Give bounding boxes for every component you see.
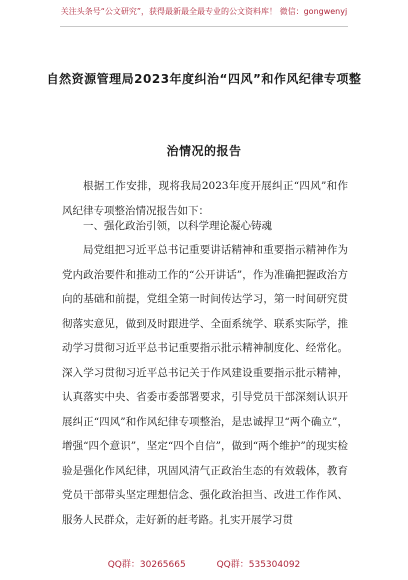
section-heading-1: 一、强化政治引领，以科学理论凝心铸魂 <box>83 220 272 232</box>
intro-paragraph: 根据工作安排，现将我局2023年度开展纠正“四风”和作风纪律专项整治情况报告如下： <box>62 180 348 217</box>
footer-qq-group-1: QQ群：30265665 <box>107 560 186 570</box>
document-title-line-1: 自然资源管理局2023年度纠治“四风”和作风纪律专项整 <box>46 72 362 86</box>
footer-qq-group-2: QQ群：535304092 <box>216 560 301 570</box>
section-body-1: 局党组把习近平总书记重要讲话精神和重要指示精神作为党内政治要件和推动工作的“公开讲话”，作为准确把握政治方向的基础和前提，党组全第一时间传达学习，第一时间研究贯彻落实意见，做到及时跟进学、全面系统学、联系实际学，推动学习贯彻习近平总书记重要指示批示精神制度化、经常化。深入学习贯彻习近平总书记关于作风建设重要指示批示精神，认真落实中央、省委市委部署要求，引导党员干部深刻认识开展纠正“四风”和作风纪律专项整治，是忠诚捍卫“两个确立”，增强“四个意识”，坚定“四个自信”，做到“两个维护”的现实检验是强化作风纪律，巩固风清气正政治生态的有效载体，教育党员干部带头坚定理想信念、强化政治担当、改进工作作风、服务人民群众，走好新的赶考路。扎实开展学习贯 <box>62 244 348 526</box>
header-notice: 关注头条号“公文研究”，获得最新最全最专业的公文资料库！ 微信：gongwenyj <box>60 7 348 16</box>
footer <box>0 557 408 570</box>
document-title-line-2: 治情况的报告 <box>166 144 242 158</box>
header-divider <box>60 26 348 27</box>
